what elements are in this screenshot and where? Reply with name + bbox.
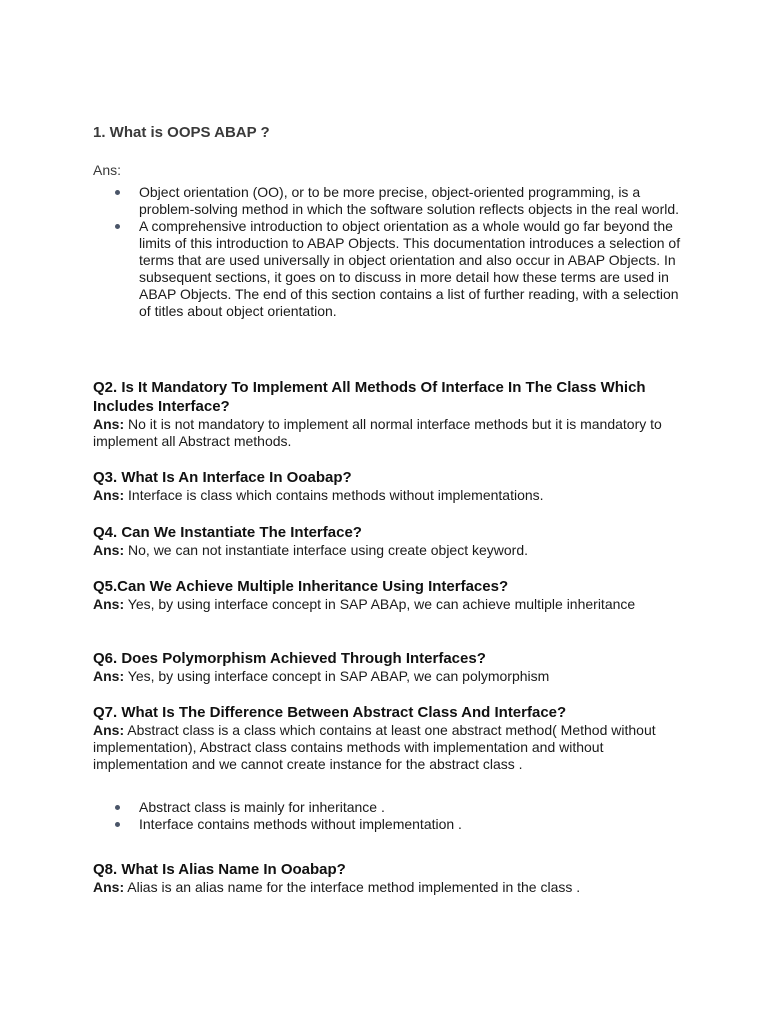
q8-answer xyxy=(93,879,693,896)
list-item-text: Interface contains methods without implementation . xyxy=(139,816,462,832)
answer-text: Yes, by using interface concept in SAP ABAp, we can achieve multiple inheritance xyxy=(127,596,636,612)
q3-block xyxy=(93,468,693,504)
q1-title: 1. What is OOPS ABAP ? xyxy=(93,124,270,141)
q8-title: Q8. What Is Alias Name In Ooabap? xyxy=(93,861,346,878)
ans-label: Ans: xyxy=(93,879,125,895)
q2-title: Q2. Is It Mandatory To Implement All Methods Of Interface In The Class Which Includes Interface? xyxy=(93,379,646,415)
answer-text: No it is not mandatory to implement all normal interface methods but it is mandatory to implement all Abstract methods. xyxy=(93,416,662,449)
list-item-text: Object orientation (OO), or to be more precise, object-oriented programming, is a problem-solving method in which the software solution reflects objects in the real world. xyxy=(139,184,680,217)
answer-text: Abstract class is a class which contains at least one abstract method( Method without implementation), Abstract class contains methods with implementation and without implementation and we cannot create instance for the abstract class . xyxy=(93,722,656,772)
q7-bullet-list xyxy=(115,799,685,833)
q4-block xyxy=(93,523,693,559)
answer-text: Alias is an alias name for the interface method implemented in the class . xyxy=(127,879,581,895)
q6-block xyxy=(93,649,693,685)
q3-title: Q3. What Is An Interface In Ooabap? xyxy=(93,469,352,486)
q7-block xyxy=(93,703,693,773)
list-item-text: Abstract class is mainly for inheritance . xyxy=(139,799,385,815)
list-item xyxy=(115,799,685,816)
ans-label: Ans: xyxy=(93,416,125,432)
ans-label: Ans: xyxy=(93,542,125,558)
q1-bullet-list xyxy=(115,184,685,320)
q3-answer xyxy=(93,487,693,504)
ans-label: Ans: xyxy=(93,722,125,738)
q5-block xyxy=(93,577,693,613)
bullet-icon xyxy=(115,822,120,827)
bullet-icon xyxy=(115,805,120,810)
list-item xyxy=(115,184,685,218)
q6-title: Q6. Does Polymorphism Achieved Through Interfaces? xyxy=(93,650,486,667)
q2-block xyxy=(93,378,693,450)
list-item xyxy=(115,816,685,833)
list-item-text: A comprehensive introduction to object orientation as a whole would go far beyond the limits of this introduction to ABAP Objects. This documentation introduces a selection of terms that are used universally in object orientation and also occur in ABAP Objects. In subsequent sections, it goes on to discuss in more detail how these terms are used in ABAP Objects. The end of this section contains a list of further reading, with a selection of titles about object orientation. xyxy=(139,218,681,319)
q5-title: Q5.Can We Achieve Multiple Inheritance Using Interfaces? xyxy=(93,578,509,595)
q2-answer xyxy=(93,416,693,450)
q4-answer xyxy=(93,542,693,559)
q6-answer xyxy=(93,668,693,685)
answer-text: Yes, by using interface concept in SAP ABAP, we can polymorphism xyxy=(127,668,550,684)
q7-answer xyxy=(93,722,693,773)
q7-title: Q7. What Is The Difference Between Abstract Class And Interface? xyxy=(93,704,567,721)
bullet-icon xyxy=(115,224,120,229)
list-item xyxy=(115,218,685,320)
answer-text: No, we can not instantiate interface using create object keyword. xyxy=(128,542,529,558)
q1-ans-label: Ans: xyxy=(93,162,122,178)
ans-label: Ans: xyxy=(93,668,125,684)
q5-answer xyxy=(93,596,693,613)
bullet-icon xyxy=(115,190,120,195)
answer-text: Interface is class which contains methods without implementations. xyxy=(128,487,544,503)
ans-label: Ans: xyxy=(93,596,125,612)
q8-block xyxy=(93,860,693,896)
q4-title: Q4. Can We Instantiate The Interface? xyxy=(93,524,362,541)
ans-label: Ans: xyxy=(93,487,125,503)
